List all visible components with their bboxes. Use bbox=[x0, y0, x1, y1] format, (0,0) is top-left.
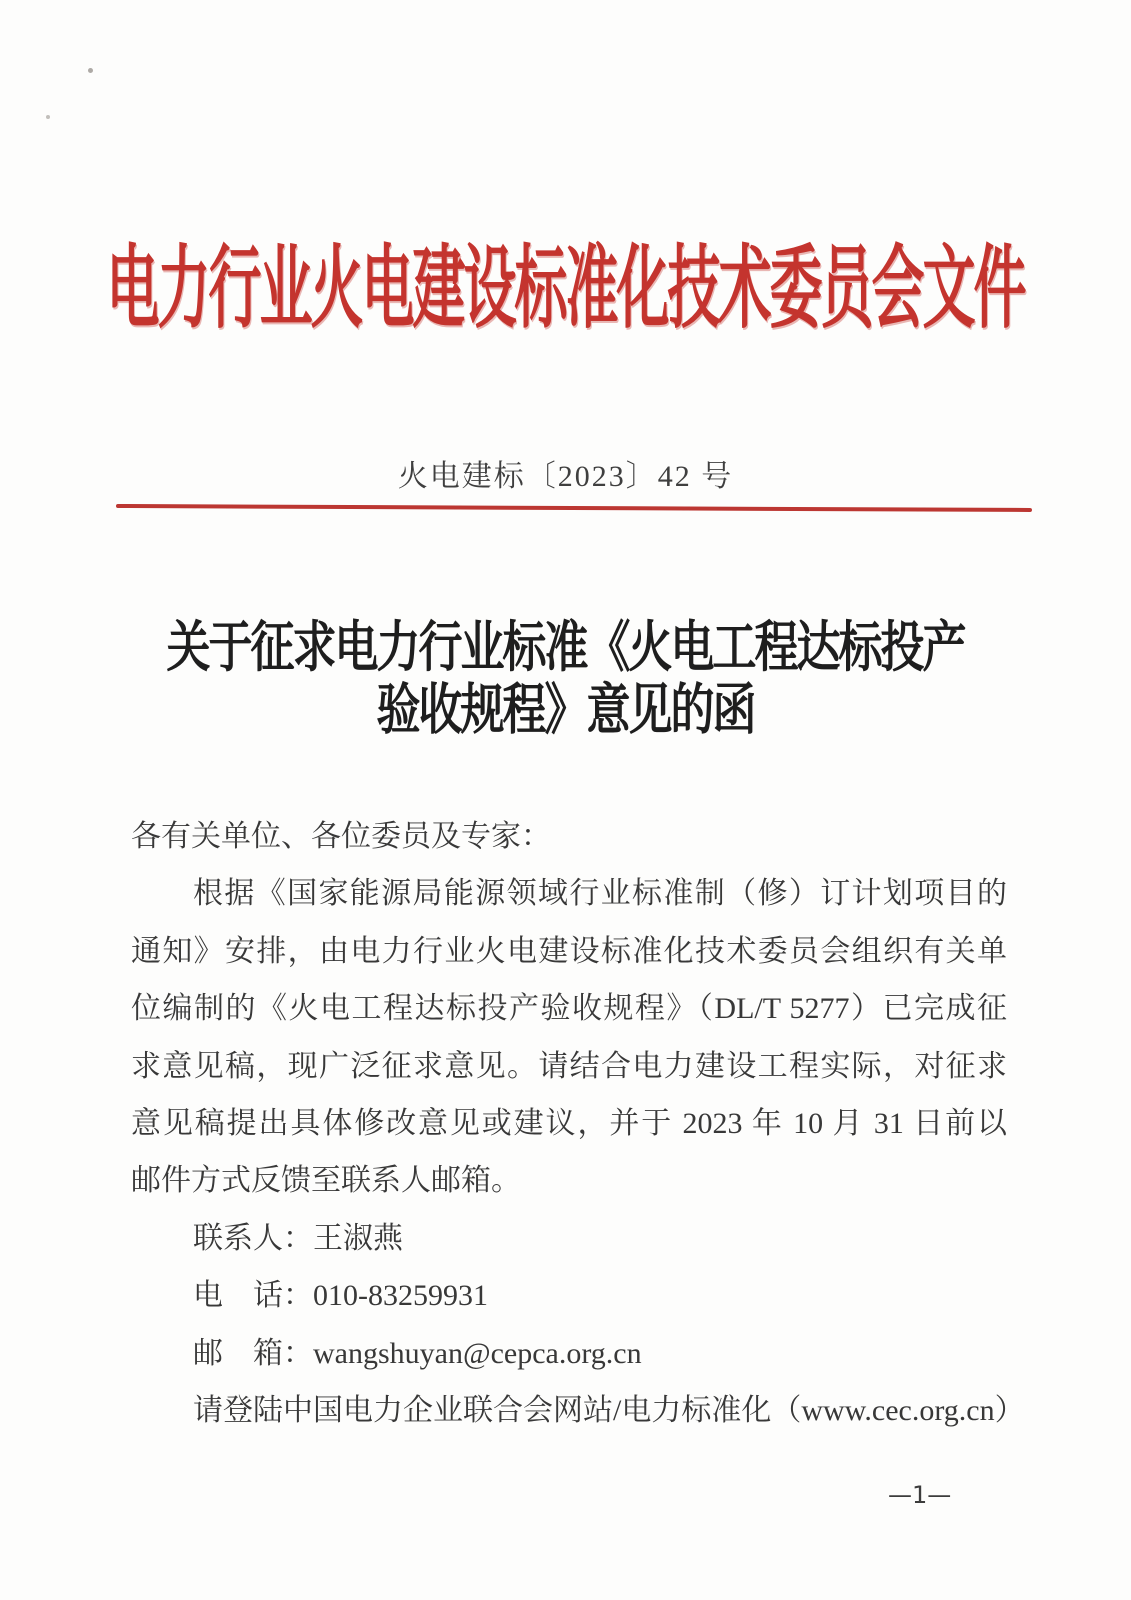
document-title-line-1: 关于征求电力行业标准《火电工程达标投产 bbox=[166, 617, 965, 679]
body-line: 意见稿提出具体修改意见或建议，并于 2023 年 10 月 31 日前以 bbox=[131, 1107, 1007, 1141]
body-line: 通知》安排，由电力行业火电建设标准化技术委员会组织有关单 bbox=[131, 934, 1007, 968]
document-title bbox=[0, 617, 1131, 742]
contact-row-phone bbox=[131, 1267, 1007, 1324]
page-number: —1— bbox=[888, 1481, 952, 1509]
contact-person-value: 王淑燕 bbox=[313, 1221, 403, 1255]
scan-speck bbox=[46, 115, 50, 119]
red-divider-rule bbox=[116, 504, 1032, 512]
contact-person-label: 联系人： bbox=[193, 1221, 313, 1255]
scan-speck bbox=[88, 68, 93, 73]
contact-row-person bbox=[131, 1210, 1007, 1267]
contact-phone-value: 010-83259931 bbox=[313, 1279, 488, 1313]
body-line: 位编制的《火电工程达标投产验收规程》（DL/T 5277）已完成征 bbox=[131, 992, 1007, 1026]
body-line: 求意见稿，现广泛征求意见。请结合电力建设工程实际，对征求 bbox=[131, 1049, 1007, 1083]
contact-row-email bbox=[131, 1325, 1007, 1382]
document-number: 火电建标〔2023〕42 号 bbox=[397, 460, 734, 493]
contact-phone-label: 电 话： bbox=[193, 1279, 313, 1313]
contact-email-value: wangshuyan@cepca.org.cn bbox=[313, 1336, 642, 1370]
footer-note-line: 请登陆中国电力企业联合会网站/电力标准化（www.cec.org.cn） bbox=[193, 1394, 1025, 1428]
salutation-line: 各有关单位、各位委员及专家： bbox=[131, 820, 551, 853]
letterhead-title: 电力行业火电建设标准化技术委员会文件 bbox=[106, 240, 1025, 340]
body-line: 根据《国家能源局能源领域行业标准制（修）订计划项目的 bbox=[193, 877, 1007, 911]
body-line: 邮件方式反馈至联系人邮箱。 bbox=[131, 1164, 521, 1198]
document-body bbox=[131, 808, 1025, 1439]
contact-email-label: 邮 箱： bbox=[193, 1336, 313, 1370]
document-title-line-2: 验收规程》意见的函 bbox=[376, 679, 755, 741]
